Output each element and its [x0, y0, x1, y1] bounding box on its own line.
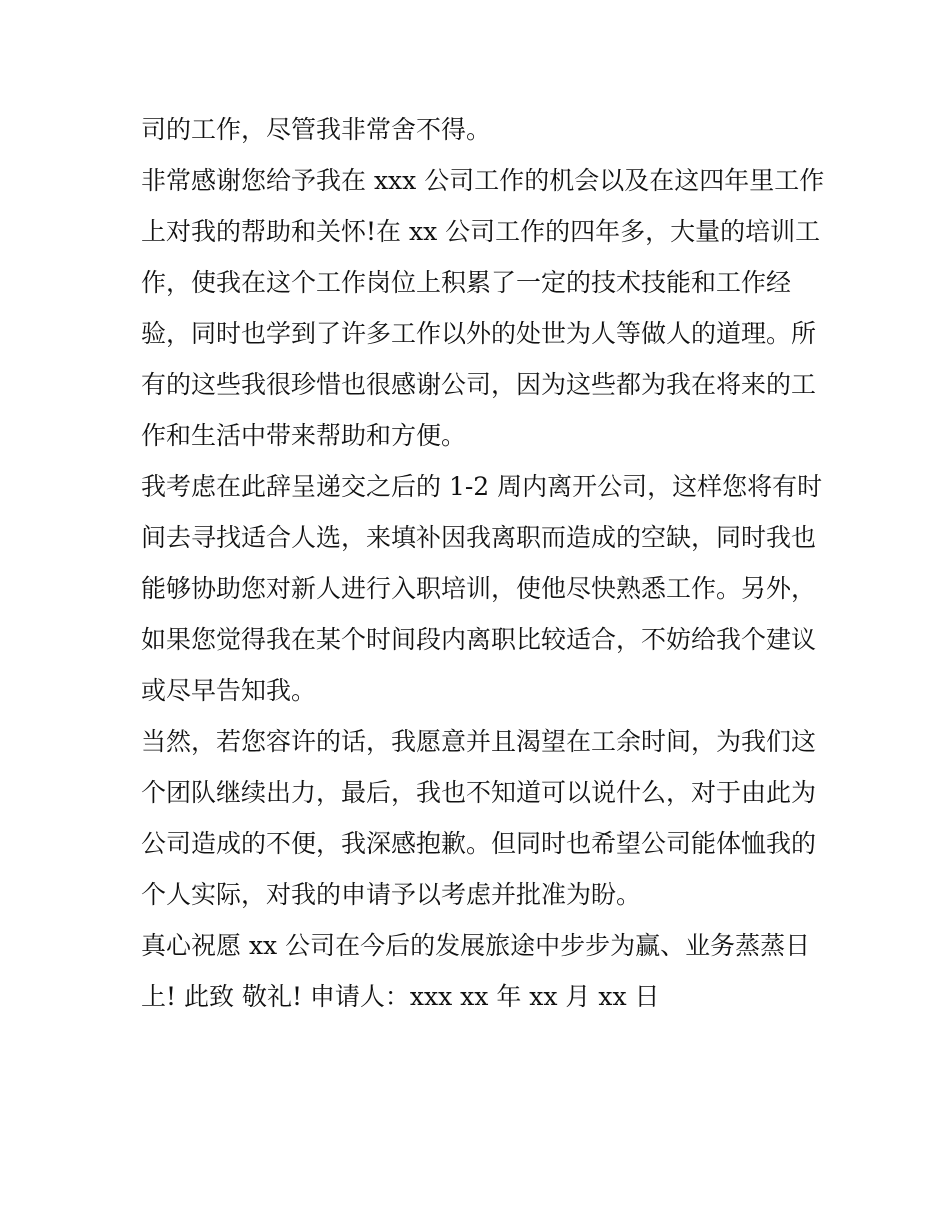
- text-line: 作，使我在这个工作岗位上积累了一定的技术技能和工作经: [141, 268, 792, 297]
- text-line: 能够协助您对新人进行入职培训，使他尽快熟悉工作。另外，: [141, 574, 817, 603]
- text-line: 我考虑在此辞呈递交之后的 1-2 周内离开公司，这样您将有时: [141, 472, 823, 501]
- text-line: 间去寻找适合人选，来填补因我离职而造成的空缺，同时我也: [141, 523, 817, 552]
- text-line: 公司造成的不便，我深感抱歉。但同时也希望公司能体恤我的: [141, 829, 817, 858]
- text-line: 有的这些我很珍惜也很感谢公司，因为这些都为我在将来的工: [141, 370, 817, 399]
- text-line: 如果您觉得我在某个时间段内离职比较适合，不妨给我个建议: [141, 625, 817, 654]
- text-line: 上对我的帮助和关怀!在 xx 公司工作的四年多，大量的培训工: [141, 217, 821, 246]
- resignation-letter-body: [141, 104, 825, 1022]
- text-line: 个团队继续出力，最后，我也不知道可以说什么，对于由此为: [141, 778, 817, 807]
- text-line: 或尽早告知我。: [141, 676, 317, 705]
- text-line: 上! 此致 敬礼! 申请人：xxx xx 年 xx 月 xx 日: [141, 982, 660, 1011]
- text-line: 非常感谢您给予我在 xxx 公司工作的机会以及在这四年里工作: [141, 166, 825, 195]
- text-line: 个人实际，对我的申请予以考虑并批准为盼。: [141, 880, 642, 909]
- text-line: 当然，若您容许的话，我愿意并且渴望在工余时间，为我们这: [141, 727, 817, 756]
- text-line: 司的工作，尽管我非常舍不得。: [141, 115, 492, 144]
- text-line: 作和生活中带来帮助和方便。: [141, 421, 467, 450]
- text-line: 真心祝愿 xx 公司在今后的发展旅途中步步为赢、业务蒸蒸日: [141, 931, 811, 960]
- text-line: 验，同时也学到了许多工作以外的处世为人等做人的道理。所: [141, 319, 817, 348]
